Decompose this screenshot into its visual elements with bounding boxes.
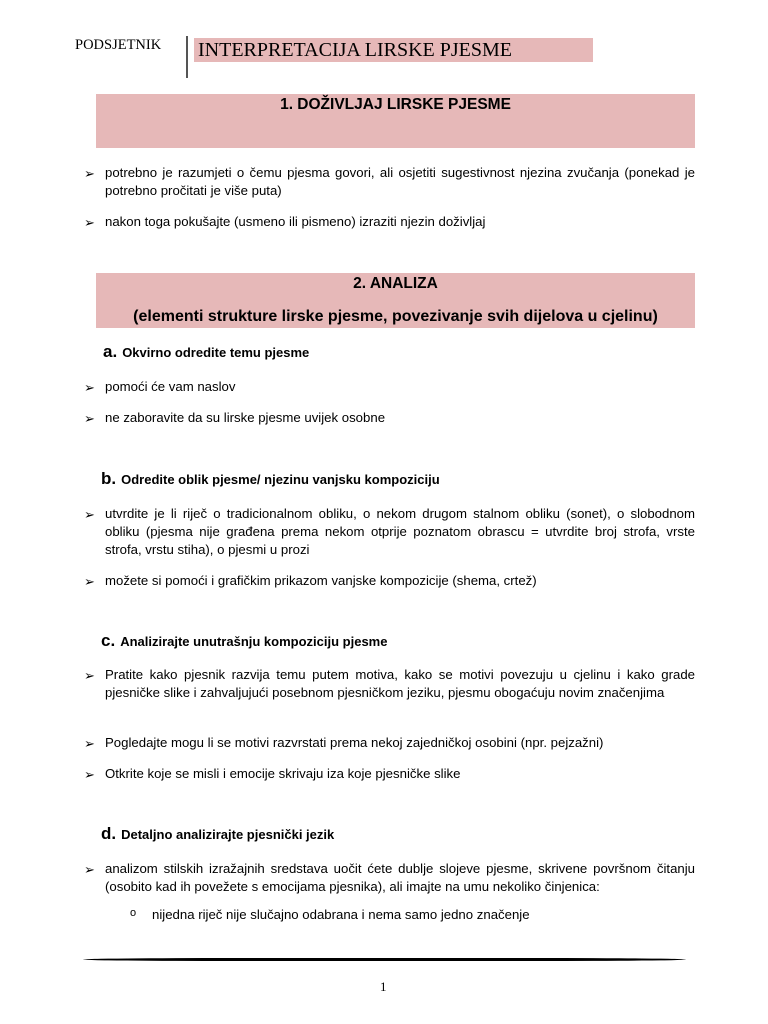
- list-item: Pratite kako pjesnik razvija temu putem motiva, kako se motivi povezuju u cjelinu i kako grade pjesničke slike i zahvaljujući posebnom pjesničkom jeziku, pjesmu obogaćuju novim značenjima: [105, 667, 695, 700]
- section-2-title: 2. ANALIZA: [353, 275, 438, 292]
- page-number: 1: [380, 979, 387, 994]
- section-2-heading-band: [96, 273, 695, 328]
- list-item: možete si pomoći i grafičkim prikazom vanjske kompozicije (shema, crtež): [105, 573, 537, 588]
- header-label: PODSJETNIK: [75, 37, 162, 53]
- subheading-letter: a.: [103, 342, 118, 361]
- arrowhead-bullet-icon: ➢: [84, 215, 95, 230]
- arrowhead-bullet-icon: ➢: [84, 380, 95, 395]
- arrowhead-bullet-icon: ➢: [84, 574, 95, 589]
- header-divider: [186, 36, 188, 78]
- arrowhead-bullet-icon: ➢: [84, 507, 95, 522]
- arrowhead-bullet-icon: ➢: [84, 411, 95, 426]
- list-item: pomoći će vam naslov: [105, 379, 236, 394]
- subheading-text: Odredite oblik pjesme/ njezinu vanjsku kompoziciju: [121, 472, 440, 487]
- list-item: analizom stilskih izražajnih sredstava uočit ćete dublje slojeve pjesme, skrivene površnom čitanju (osobito kad ih povežete s emocijama pjesnika), ali imajte na umu nekoliko činjenica:: [105, 861, 695, 894]
- subheading-letter: c.: [101, 631, 116, 650]
- circle-bullet-icon: o: [130, 907, 137, 919]
- list-item: nakon toga pokušajte (usmeno ili pismeno) izraziti njezin doživljaj: [105, 214, 486, 229]
- subheading-b: [101, 469, 440, 489]
- footer-divider: [83, 958, 686, 961]
- page-title: INTERPRETACIJA LIRSKE PJESME: [194, 38, 593, 62]
- arrowhead-bullet-icon: ➢: [84, 736, 95, 751]
- subheading-a: [103, 342, 309, 362]
- subheading-text: Okvirno odredite temu pjesme: [122, 345, 310, 360]
- subheading-d: [101, 824, 334, 844]
- subheading-text: Detaljno analizirajte pjesnički jezik: [121, 827, 335, 842]
- section-1-heading-band: [96, 94, 695, 148]
- arrowhead-bullet-icon: ➢: [84, 668, 95, 683]
- subheading-c: [101, 631, 387, 651]
- subheading-text: Analizirajte unutrašnju kompoziciju pjesme: [120, 634, 388, 649]
- list-item: ne zaboravite da su lirske pjesme uvijek osobne: [105, 410, 386, 425]
- list-item: Pogledajte mogu li se motivi razvrstati prema nekoj zajedničkoj osobini (npr. pejzažni): [105, 735, 604, 750]
- subheading-letter: b.: [101, 469, 117, 488]
- section-1-title: 1. DOŽIVLJAJ LIRSKE PJESME: [280, 96, 511, 113]
- section-2-subtitle: (elementi strukture lirske pjesme, povezivanje svih dijelova u cjelinu): [133, 308, 658, 325]
- arrowhead-bullet-icon: ➢: [84, 166, 95, 181]
- list-item: Otkrite koje se misli i emocije skrivaju iza koje pjesničke slike: [105, 766, 461, 781]
- sub-list-item: nijedna riječ nije slučajno odabrana i nema samo jedno značenje: [152, 907, 530, 922]
- list-item: utvrdite je li riječ o tradicionalnom obliku, o nekom drugom stalnom obliku (sonet), o slobodnom obliku (pjesma nije građena prema nekom otprije poznatom obrascu = utvrdite broj strofa, vrste strofa, vrstu stiha), o pjesmi u prozi: [105, 506, 695, 557]
- list-item: potrebno je razumjeti o čemu pjesma govori, ali osjetiti sugestivnost njezina zvučanja (ponekad je potrebno pročitati je više puta): [105, 165, 695, 198]
- subheading-letter: d.: [101, 824, 117, 843]
- arrowhead-bullet-icon: ➢: [84, 862, 95, 877]
- arrowhead-bullet-icon: ➢: [84, 767, 95, 782]
